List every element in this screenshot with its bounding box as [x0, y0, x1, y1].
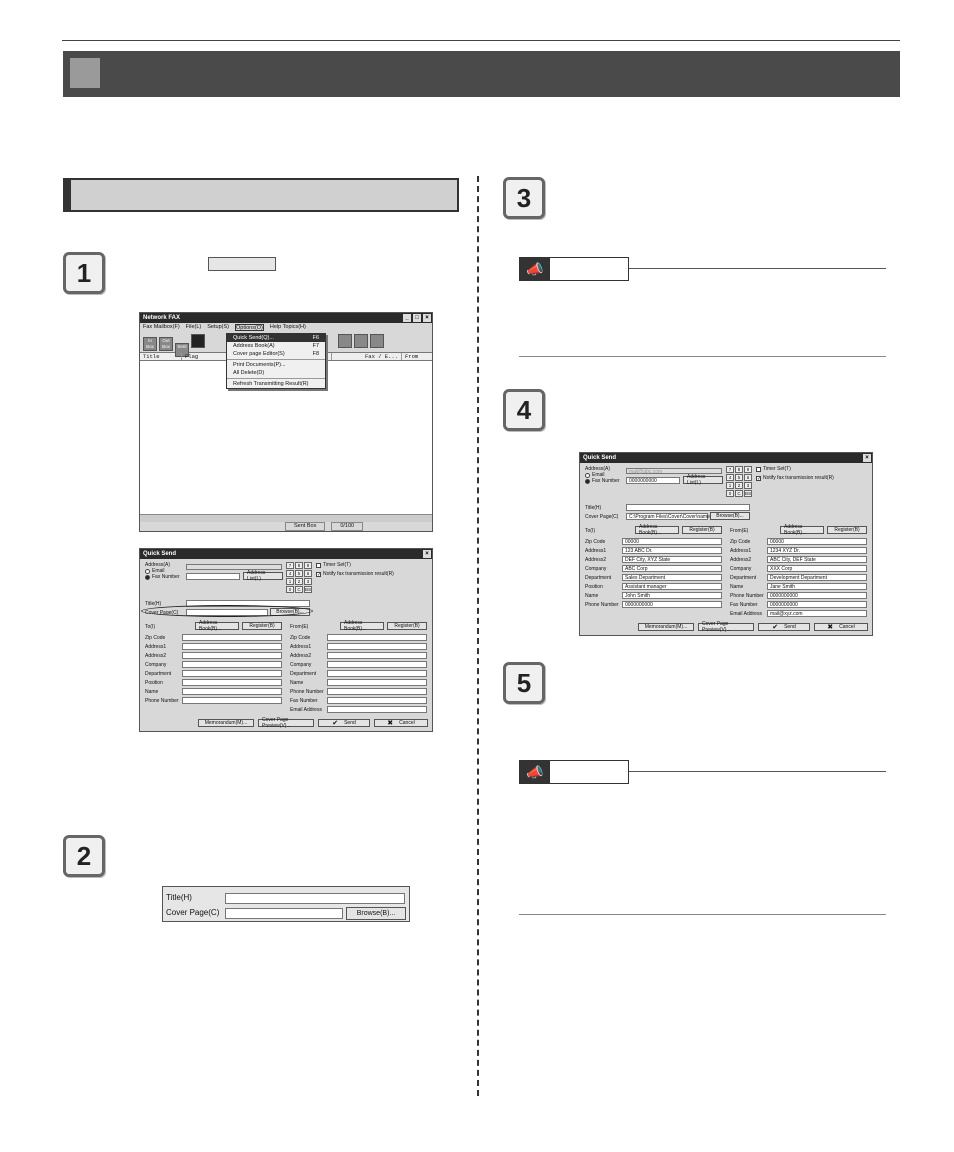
keypad-key[interactable]: BS — [305, 587, 312, 592]
field-value: ABC Corp — [625, 566, 648, 572]
field-value: 00000 — [770, 539, 784, 545]
contact-field[interactable] — [327, 643, 427, 650]
email-label: Email — [152, 568, 165, 574]
contact-field[interactable] — [182, 697, 282, 704]
network-fax-window: Network FAX _ □ × Fax Mailbox(F) File(L) Setup(S) Options(O) Help Topics(H) In BoxOut Box Sent Title Flag Fax / E... From Sent Box 0/100 Quick Send(Q)... F6 Address Book(A) F7 Cover page Editor(S) F8 Print Documents(P)... All Delete(D) Refresh Transmitting Result(R) — [139, 312, 433, 532]
step-4-badge: 4 — [503, 389, 545, 431]
field-value: 1234 XYZ Dr. — [770, 548, 801, 554]
contact-field[interactable] — [182, 688, 282, 695]
keypad-key[interactable]: 1 — [726, 482, 734, 489]
field-value: XXX Corp — [770, 566, 793, 572]
keypad-key[interactable]: 4 — [286, 570, 294, 577]
field-label: Address2 — [730, 557, 752, 563]
keypad-key[interactable]: 3 — [304, 578, 312, 585]
crop-title-label: Title(H) — [166, 893, 192, 902]
contact-field[interactable] — [327, 697, 427, 704]
inbox-button[interactable]: In Box — [143, 337, 157, 351]
contact-field[interactable] — [767, 610, 867, 617]
cover-page-label: Cover Page(C) — [145, 610, 179, 616]
cover-page-highlight — [141, 605, 313, 617]
top-rule — [62, 40, 900, 41]
field-label: Zip Code — [290, 635, 311, 641]
keypad-key[interactable]: 0 — [286, 586, 294, 593]
notify-label: Notify fax transmission result(R) — [763, 475, 834, 481]
from-label: From(E) — [290, 624, 309, 630]
megaphone-icon: 📣 — [520, 761, 550, 783]
notify-checkbox[interactable]: ✓ — [757, 475, 762, 482]
field-label: Phone Number — [585, 602, 619, 608]
field-label: Phone Number — [145, 698, 179, 704]
timer-label: Timer Set(T) — [763, 466, 791, 472]
contact-field[interactable] — [182, 634, 282, 641]
field-label: Position — [585, 584, 603, 590]
to-label: To(I) — [585, 528, 595, 534]
contact-field[interactable] — [767, 556, 867, 563]
keypad-key[interactable]: 3 — [744, 482, 752, 489]
memorandum-button[interactable]: Memorandum(M)... — [198, 719, 254, 727]
col-from[interactable]: From — [405, 353, 419, 360]
print-icon[interactable] — [338, 334, 352, 348]
outbox-button[interactable]: Out Box — [159, 337, 173, 351]
window-title: Network FAX — [143, 315, 181, 321]
field-label: Address1 — [730, 548, 752, 554]
crop-cover-field[interactable] — [225, 908, 343, 919]
address-list-button[interactable]: Address List(L) — [243, 572, 283, 580]
step-1-badge: 1 — [63, 252, 105, 294]
field-label: Zip Code — [145, 635, 166, 641]
from-register-button[interactable]: Register(B) — [387, 622, 427, 630]
keypad-key[interactable]: 6 — [744, 474, 752, 481]
browse-button[interactable]: Browse(B)... — [710, 512, 750, 520]
timer-checkbox[interactable] — [316, 563, 321, 568]
crop-cover-label: Cover Page(C) — [166, 908, 220, 917]
check-icon: ✔ — [332, 720, 339, 727]
step-2-badge: 2 — [63, 835, 105, 877]
to-register-button[interactable]: Register(B) — [242, 622, 282, 630]
keypad-key[interactable]: 2 — [735, 482, 743, 489]
contact-field[interactable] — [182, 652, 282, 659]
fax-radio[interactable] — [145, 575, 150, 580]
dialog-title: Quick Send — [143, 551, 177, 557]
col-flag[interactable]: Flag — [182, 353, 332, 360]
crop-browse-button[interactable]: Browse(B)... — [346, 907, 406, 920]
contact-field[interactable] — [767, 574, 867, 581]
crop-title-field[interactable] — [225, 893, 405, 904]
from-register-button[interactable]: Register(B) — [827, 526, 867, 534]
settings-icon[interactable] — [370, 334, 384, 348]
field-value: 0000000000 — [770, 602, 798, 608]
quick-send-dialog-empty — [139, 548, 433, 732]
inline-button-graphic — [208, 257, 276, 271]
title-cover-crop — [162, 886, 410, 922]
menu-cover-editor[interactable]: Cover page Editor(S) F8 — [233, 351, 319, 357]
field-value: DEF City, XYZ State — [625, 557, 671, 563]
step-5-badge: 5 — [503, 662, 545, 704]
fax-label: Fax Number — [152, 574, 180, 580]
keypad-key[interactable]: C — [295, 586, 303, 593]
field-label: Department — [585, 575, 612, 581]
field-value: Sales Department — [625, 575, 666, 581]
cover-page-label: Cover Page(C) — [585, 514, 619, 520]
address-icon[interactable] — [354, 334, 368, 348]
fax-label: Fax Number — [592, 478, 620, 484]
fax-value: 0000000000 — [629, 478, 657, 484]
field-label: Company — [290, 662, 312, 668]
field-value: 123 ABC Dr. — [625, 548, 653, 554]
contact-field[interactable] — [622, 583, 722, 590]
status-bar — [140, 522, 432, 531]
menu-all-delete[interactable]: All Delete(D) — [233, 370, 265, 376]
note-box-1 — [519, 257, 629, 281]
email-label: Email — [592, 472, 605, 478]
field-label: Company — [585, 566, 607, 572]
field-label: Address2 — [290, 653, 312, 659]
to-address-book-button[interactable]: Address Book(B)... — [635, 526, 679, 534]
title-label: Title(H) — [585, 505, 602, 511]
keypad-key[interactable]: 9 — [304, 562, 312, 569]
chapter-header-bar — [63, 51, 900, 97]
cover-value: C:\Program Files\Cover\Cover\name — [629, 514, 710, 520]
menu-file[interactable]: File(L) — [185, 324, 202, 330]
column-divider — [477, 176, 479, 1096]
field-value: Jane Smith — [770, 584, 796, 590]
contact-field[interactable] — [622, 538, 722, 545]
contact-field[interactable] — [622, 565, 722, 572]
field-label: Address2 — [585, 557, 607, 563]
keypad — [286, 562, 312, 593]
dialog-title: Quick Send — [583, 455, 617, 461]
field-label: Company — [730, 566, 752, 572]
keypad-key[interactable]: 8 — [295, 562, 303, 569]
from-address-book-button[interactable]: Address Book(B)... — [340, 622, 384, 630]
note-rule-2 — [629, 771, 886, 772]
note-end-rule-1 — [519, 356, 886, 357]
menu-options[interactable]: Options(O) — [235, 325, 263, 331]
keypad-key[interactable]: 2 — [295, 578, 303, 585]
megaphone-icon: 📣 — [520, 258, 550, 280]
close-icon[interactable]: × — [423, 314, 431, 322]
sent-button[interactable]: Sent — [175, 343, 189, 357]
field-label: Department — [730, 575, 757, 581]
check-icon: ✔ — [772, 624, 779, 631]
cancel-button[interactable]: ✖ Cancel — [814, 623, 868, 631]
contact-field[interactable] — [182, 679, 282, 686]
timer-checkbox[interactable] — [756, 467, 761, 472]
keypad-key[interactable]: 5 — [735, 474, 743, 481]
options-dropdown — [226, 333, 326, 389]
keypad — [726, 466, 752, 497]
menu-quick-send[interactable]: Quick Send(Q)... F6 — [227, 334, 325, 342]
status-box: Sent Box — [285, 522, 325, 531]
keypad-key[interactable]: C — [735, 490, 743, 497]
field-label: Department — [145, 671, 172, 677]
field-label: Name — [730, 584, 744, 590]
keypad-key[interactable]: 7 — [726, 466, 734, 473]
contact-field[interactable] — [622, 547, 722, 554]
field-label: Name — [290, 680, 304, 686]
keypad-key[interactable]: 7 — [286, 562, 294, 569]
quick-send-dialog-filled — [579, 452, 873, 636]
contact-field[interactable] — [622, 601, 722, 608]
title-label: Title(H) — [145, 601, 162, 607]
to-label: To(I) — [145, 624, 155, 630]
contact-field[interactable] — [767, 538, 867, 545]
cover-preview-button[interactable]: Cover Page Preview(V)... — [258, 719, 314, 727]
address-list-button[interactable]: Address List(L) — [683, 476, 723, 484]
contact-field[interactable] — [767, 592, 867, 599]
field-value: mail@xyz.com — [770, 611, 803, 617]
contact-field[interactable] — [327, 652, 427, 659]
col-fax[interactable]: Fax / E... — [362, 353, 402, 360]
keypad-key[interactable]: 9 — [744, 466, 752, 473]
field-label: Email Address — [290, 707, 322, 713]
trash-icon[interactable] — [191, 334, 205, 348]
note-rule-1 — [629, 268, 886, 269]
field-label: Phone Number — [730, 593, 764, 599]
menu-refresh[interactable]: Refresh Transmitting Result(R) — [233, 381, 309, 387]
contact-field[interactable] — [767, 583, 867, 590]
step-3-badge: 3 — [503, 177, 545, 219]
fax-number-field[interactable] — [186, 573, 240, 580]
contact-field[interactable] — [622, 574, 722, 581]
contact-field[interactable] — [327, 670, 427, 677]
menu-fax-mailbox[interactable]: Fax Mailbox(F) — [143, 324, 180, 330]
cover-preview-button[interactable]: Cover Page Preview(V)... — [698, 623, 754, 631]
keypad-key[interactable]: BS — [745, 491, 752, 496]
memorandum-button[interactable]: Memorandum(M)... — [638, 623, 694, 631]
field-value: ABC City, DEF State — [770, 557, 816, 563]
browse-button[interactable]: Browse(B)... — [270, 608, 310, 616]
field-value: Assistant manager — [625, 584, 667, 590]
keypad-key[interactable]: 6 — [304, 570, 312, 577]
close-icon[interactable]: × — [423, 550, 431, 558]
field-label: Address1 — [290, 644, 312, 650]
contact-field[interactable] — [182, 670, 282, 677]
menu-setup[interactable]: Setup(S) — [207, 324, 229, 330]
contact-field[interactable] — [327, 706, 427, 713]
address-label: Address(A) — [585, 466, 611, 472]
contact-field[interactable] — [327, 688, 427, 695]
email-radio[interactable] — [145, 569, 150, 574]
contact-field[interactable] — [767, 547, 867, 554]
status-count: 0/100 — [331, 522, 363, 531]
menu-address-book[interactable]: Address Book(A) F7 — [233, 343, 319, 349]
contact-field[interactable] — [767, 601, 867, 608]
notify-checkbox[interactable]: ✓ — [317, 571, 322, 578]
timer-label: Timer Set(T) — [323, 562, 351, 568]
field-label: Address1 — [145, 644, 167, 650]
contact-field[interactable] — [327, 679, 427, 686]
menu-help[interactable]: Help Topics(H) — [269, 324, 306, 330]
field-value: John Smith — [625, 593, 651, 599]
field-label: Phone Number — [290, 689, 324, 695]
field-label: Name — [585, 593, 599, 599]
field-label: Position — [145, 680, 163, 686]
title-field[interactable] — [626, 504, 750, 511]
from-address-book-button[interactable]: Address Book(B)... — [780, 526, 824, 534]
field-label: Address1 — [585, 548, 607, 554]
field-value: 0000000000 — [770, 593, 798, 599]
contact-field[interactable] — [622, 556, 722, 563]
menu-print-documents[interactable]: Print Documents(P)... — [233, 362, 286, 368]
section-header-bar — [63, 178, 459, 212]
to-address-book-button[interactable]: Address Book(B)... — [195, 622, 239, 630]
keypad-key[interactable]: 8 — [735, 466, 743, 473]
field-label: Company — [145, 662, 167, 668]
contact-field[interactable] — [327, 634, 427, 641]
menu-bar — [140, 323, 432, 332]
field-label: Department — [290, 671, 317, 677]
fax-radio[interactable] — [585, 479, 590, 484]
contact-field[interactable] — [182, 661, 282, 668]
contact-field[interactable] — [622, 592, 722, 599]
contact-field[interactable] — [327, 661, 427, 668]
contact-field[interactable] — [182, 643, 282, 650]
field-label: Email Address — [730, 611, 762, 617]
fax-number-field[interactable] — [626, 477, 680, 484]
field-label: Address2 — [145, 653, 167, 659]
send-button[interactable]: ✔ Send — [758, 623, 810, 631]
cancel-button[interactable]: ✖ Cancel — [374, 719, 428, 727]
horizontal-scrollbar[interactable] — [140, 514, 432, 522]
col-title[interactable]: Title — [140, 353, 182, 360]
field-value: 0000000000 — [625, 602, 653, 608]
send-button[interactable]: ✔ Send — [318, 719, 370, 727]
email-radio[interactable] — [585, 473, 590, 478]
field-label: Zip Code — [585, 539, 606, 545]
x-icon: ✖ — [387, 720, 394, 727]
keypad-key[interactable]: 1 — [286, 578, 294, 585]
field-label: Zip Code — [730, 539, 751, 545]
from-label: From(E) — [730, 528, 749, 534]
notify-label: Notify fax transmission result(R) — [323, 571, 394, 577]
note-end-rule-2 — [519, 914, 886, 915]
keypad-key[interactable]: 4 — [726, 474, 734, 481]
field-value: Development Department — [770, 575, 827, 581]
note-box-2 — [519, 760, 629, 784]
contact-field[interactable] — [767, 565, 867, 572]
keypad-key[interactable]: 5 — [295, 570, 303, 577]
field-label: Name — [145, 689, 159, 695]
keypad-key[interactable]: 0 — [726, 490, 734, 497]
to-register-button[interactable]: Register(B) — [682, 526, 722, 534]
email-value: mail@abc.com — [629, 469, 663, 475]
x-icon: ✖ — [827, 624, 834, 631]
close-icon[interactable]: × — [863, 454, 871, 462]
address-label: Address(A) — [145, 562, 171, 568]
field-label: Fax Number — [730, 602, 758, 608]
chapter-header-square — [70, 58, 100, 88]
cover-page-field[interactable] — [626, 513, 708, 520]
field-value: 00000 — [625, 539, 639, 545]
field-label: Fax Number — [290, 698, 318, 704]
